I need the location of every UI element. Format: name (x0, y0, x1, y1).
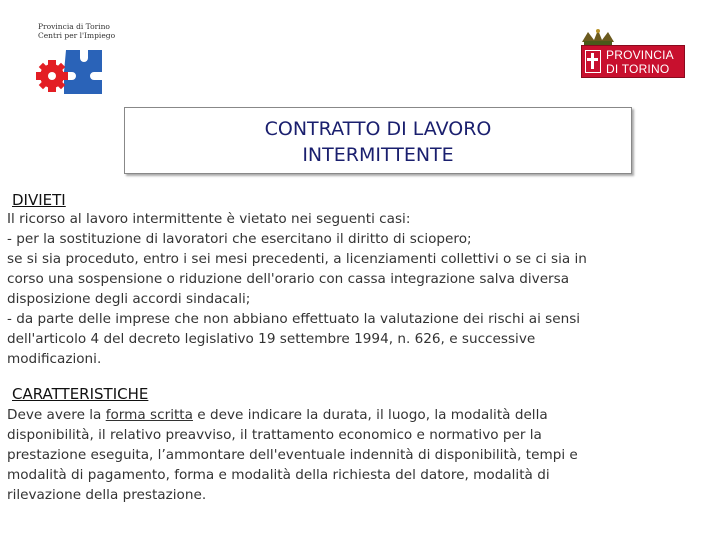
cross-shield-icon (585, 50, 601, 73)
text-line: - per la sostituzione di lavoratori che esercitano il diritto di sciopero; (7, 231, 472, 247)
text-fragment: e deve indicare la durata, il luogo, la modalità della (192, 407, 548, 423)
text-line: prestazione eseguita, l’ammontare dell'eventuale indennità di disponibilità, tempi e (7, 447, 578, 463)
text-line: modificazioni. (7, 351, 102, 367)
provincia-label: PROVINCIA (606, 48, 674, 62)
divieti-paragraph (7, 209, 707, 369)
text-line (7, 405, 707, 425)
divieti-heading: DIVIETI (12, 191, 66, 209)
caratteristiche-paragraph (7, 405, 707, 505)
text-line: disposizione degli accordi sindacali; (7, 291, 251, 307)
text-fragment: Deve avere la (7, 407, 106, 423)
logo-text-line2: Centri per l'Impiego (38, 31, 116, 40)
text-line: se si sia proceduto, entro i sei mesi precedenti, a licenziamenti collettivi o se ci sia in (7, 251, 587, 267)
page-title-line1: CONTRATTO DI LAVORO (264, 118, 492, 140)
crown-crest-icon (578, 28, 618, 46)
forma-scritta-link: forma scritta (105, 407, 193, 423)
text-line: modalità di pagamento, forma e modalità della richiesta del datore, modalità di (7, 467, 550, 483)
centri-impiego-logo (36, 20, 136, 100)
text-line: - da parte delle imprese che non abbiano effettuato la valutazione dei rischi ai sensi (7, 311, 581, 327)
text-line: dell'articolo 4 del decreto legislativo 19 settembre 1994, n. 626, e successive (7, 331, 536, 347)
logo-text-line1: Provincia di Torino (38, 22, 110, 31)
title-box (124, 107, 632, 174)
text-line: corso una sospensione o riduzione dell'orario con cassa integrazione salva diversa (7, 271, 570, 287)
text-line: disponibilità, il relativo preavviso, il trattamento economico e normativo per la (7, 427, 542, 443)
puzzle-icon (36, 44, 108, 100)
text-line: Il ricorso al lavoro intermittente è vietato nei seguenti casi: (7, 211, 411, 227)
page-title-line2: INTERMITTENTE (302, 144, 454, 166)
torino-label: DI TORINO (606, 62, 670, 76)
caratteristiche-heading: CARATTERISTICHE (12, 385, 149, 403)
provincia-badge (581, 45, 685, 78)
text-line: rilevazione della prestazione. (7, 487, 207, 503)
provincia-torino-logo (578, 28, 688, 84)
